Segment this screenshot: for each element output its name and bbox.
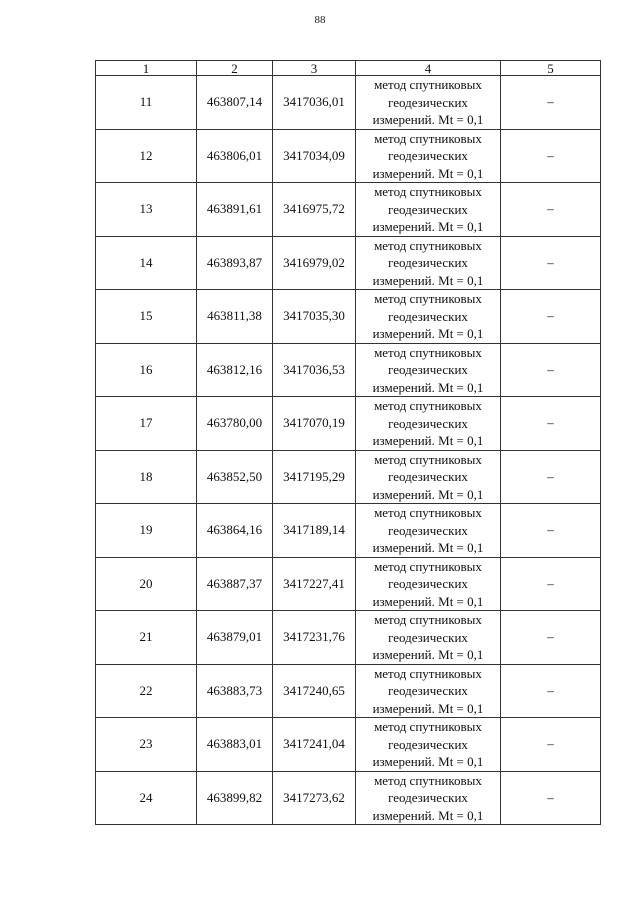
- method-line: геодезических: [388, 576, 468, 591]
- method-line: измерений. Mt = 0,1: [372, 647, 484, 662]
- point-number-cell: 22: [96, 664, 197, 718]
- method-line: геодезических: [388, 94, 468, 110]
- note-cell: –: [501, 718, 601, 772]
- table-row: [96, 771, 601, 825]
- method-line: геодезических: [388, 736, 468, 752]
- header-col-4: 4: [356, 61, 501, 76]
- method-cell: [356, 290, 501, 344]
- table-row: [96, 290, 601, 344]
- table-row: [96, 397, 601, 451]
- y-coordinate-cell: 3417035,30: [273, 290, 356, 344]
- method-line: геодезических: [388, 255, 468, 270]
- y-coordinate-cell: 3417227,41: [273, 557, 356, 611]
- y-coordinate-cell: 3417231,76: [273, 611, 356, 665]
- method-line: метод спутниковых: [374, 612, 482, 627]
- note-cell: –: [501, 129, 601, 183]
- point-number-cell: 17: [96, 397, 197, 451]
- method-line: измерений. Mt = 0,1: [372, 272, 484, 288]
- point-number-cell: 12: [96, 129, 197, 183]
- method-line: измерений. Mt = 0,1: [372, 486, 484, 502]
- point-number-cell: 23: [96, 718, 197, 772]
- table-header-row: [96, 61, 601, 76]
- method-line: измерений. Mt = 0,1: [372, 807, 484, 823]
- note-cell: –: [501, 76, 601, 130]
- y-coordinate-cell: 3417036,53: [273, 343, 356, 397]
- point-number-cell: 15: [96, 290, 197, 344]
- y-coordinate-cell: 3417189,14: [273, 504, 356, 558]
- table-body: [96, 76, 601, 825]
- point-number-cell: 20: [96, 557, 197, 611]
- method-line: геодезических: [388, 629, 468, 645]
- method-line: метод спутниковых: [374, 237, 482, 253]
- header-col-5: 5: [501, 61, 601, 76]
- method-line: метод спутниковых: [374, 130, 482, 146]
- method-line: метод спутниковых: [374, 505, 482, 520]
- table-row: [96, 76, 601, 130]
- x-coordinate-cell: 463806,01: [197, 129, 273, 183]
- note-cell: –: [501, 183, 601, 237]
- method-line: геодезических: [388, 148, 468, 163]
- table-row: [96, 557, 601, 611]
- point-number-cell: 18: [96, 450, 197, 504]
- x-coordinate-cell: 463883,73: [197, 664, 273, 718]
- method-line: метод спутниковых: [374, 772, 482, 788]
- point-number-cell: 11: [96, 76, 197, 130]
- note-cell: –: [501, 557, 601, 611]
- point-number-cell: 14: [96, 236, 197, 290]
- y-coordinate-cell: 3416975,72: [273, 183, 356, 237]
- x-coordinate-cell: 463812,16: [197, 343, 273, 397]
- note-cell: –: [501, 450, 601, 504]
- method-cell: [356, 343, 501, 397]
- y-coordinate-cell: 3417240,65: [273, 664, 356, 718]
- method-line: измерений. Mt = 0,1: [372, 165, 484, 181]
- x-coordinate-cell: 463780,00: [197, 397, 273, 451]
- header-col-3: 3: [273, 61, 356, 76]
- method-line: измерений. Mt = 0,1: [372, 700, 484, 716]
- y-coordinate-cell: 3417070,19: [273, 397, 356, 451]
- note-cell: –: [501, 236, 601, 290]
- point-number-cell: 19: [96, 504, 197, 558]
- table-row: [96, 129, 601, 183]
- header-col-2: 2: [197, 61, 273, 76]
- note-cell: –: [501, 611, 601, 665]
- method-cell: [356, 504, 501, 558]
- x-coordinate-cell: 463891,61: [197, 183, 273, 237]
- method-line: метод спутниковых: [374, 291, 482, 306]
- x-coordinate-cell: 463883,01: [197, 718, 273, 772]
- coordinates-table: [95, 60, 601, 825]
- method-cell: [356, 129, 501, 183]
- method-line: измерений. Mt = 0,1: [372, 326, 484, 341]
- method-line: измерений. Mt = 0,1: [372, 593, 484, 609]
- note-cell: –: [501, 664, 601, 718]
- method-line: метод спутниковых: [374, 77, 482, 92]
- table-row: [96, 664, 601, 718]
- method-line: измерений. Mt = 0,1: [372, 540, 484, 555]
- method-cell: [356, 76, 501, 130]
- point-number-cell: 21: [96, 611, 197, 665]
- page-number: 88: [314, 14, 326, 26]
- table-row: [96, 611, 601, 665]
- x-coordinate-cell: 463893,87: [197, 236, 273, 290]
- y-coordinate-cell: 3417034,09: [273, 129, 356, 183]
- x-coordinate-cell: 463811,38: [197, 290, 273, 344]
- header-col-1: 1: [96, 61, 197, 76]
- y-coordinate-cell: 3417241,04: [273, 718, 356, 772]
- table-row: [96, 504, 601, 558]
- method-line: измерений. Mt = 0,1: [372, 112, 484, 127]
- table-row: [96, 183, 601, 237]
- method-cell: [356, 236, 501, 290]
- method-line: метод спутниковых: [374, 558, 482, 574]
- method-line: измерений. Mt = 0,1: [372, 433, 484, 448]
- x-coordinate-cell: 463852,50: [197, 450, 273, 504]
- note-cell: –: [501, 290, 601, 344]
- point-number-cell: 16: [96, 343, 197, 397]
- method-line: измерений. Mt = 0,1: [372, 379, 484, 395]
- x-coordinate-cell: 463899,82: [197, 771, 273, 825]
- y-coordinate-cell: 3417195,29: [273, 450, 356, 504]
- method-line: метод спутниковых: [374, 719, 482, 734]
- table-row: [96, 236, 601, 290]
- method-line: геодезических: [388, 415, 468, 431]
- method-cell: [356, 771, 501, 825]
- note-cell: –: [501, 343, 601, 397]
- method-line: геодезических: [388, 469, 468, 484]
- method-line: метод спутниковых: [374, 344, 482, 360]
- method-cell: [356, 450, 501, 504]
- x-coordinate-cell: 463887,37: [197, 557, 273, 611]
- x-coordinate-cell: 463864,16: [197, 504, 273, 558]
- y-coordinate-cell: 3417273,62: [273, 771, 356, 825]
- method-cell: [356, 557, 501, 611]
- note-cell: –: [501, 504, 601, 558]
- method-line: геодезических: [388, 522, 468, 538]
- method-line: геодезических: [388, 362, 468, 377]
- method-line: метод спутниковых: [374, 398, 482, 413]
- y-coordinate-cell: 3417036,01: [273, 76, 356, 130]
- method-cell: [356, 611, 501, 665]
- method-line: геодезических: [388, 308, 468, 324]
- method-line: метод спутниковых: [374, 665, 482, 681]
- method-line: метод спутниковых: [374, 451, 482, 467]
- method-line: метод спутниковых: [374, 184, 482, 199]
- method-line: геодезических: [388, 790, 468, 805]
- table-row: [96, 343, 601, 397]
- x-coordinate-cell: 463879,01: [197, 611, 273, 665]
- note-cell: –: [501, 397, 601, 451]
- point-number-cell: 24: [96, 771, 197, 825]
- x-coordinate-cell: 463807,14: [197, 76, 273, 130]
- method-cell: [356, 664, 501, 718]
- point-number-cell: 13: [96, 183, 197, 237]
- method-line: геодезических: [388, 201, 468, 217]
- note-cell: –: [501, 771, 601, 825]
- method-cell: [356, 718, 501, 772]
- table-row: [96, 450, 601, 504]
- table-row: [96, 718, 601, 772]
- method-cell: [356, 397, 501, 451]
- method-line: геодезических: [388, 683, 468, 698]
- y-coordinate-cell: 3416979,02: [273, 236, 356, 290]
- method-cell: [356, 183, 501, 237]
- method-line: измерений. Mt = 0,1: [372, 219, 484, 234]
- method-line: измерений. Mt = 0,1: [372, 754, 484, 769]
